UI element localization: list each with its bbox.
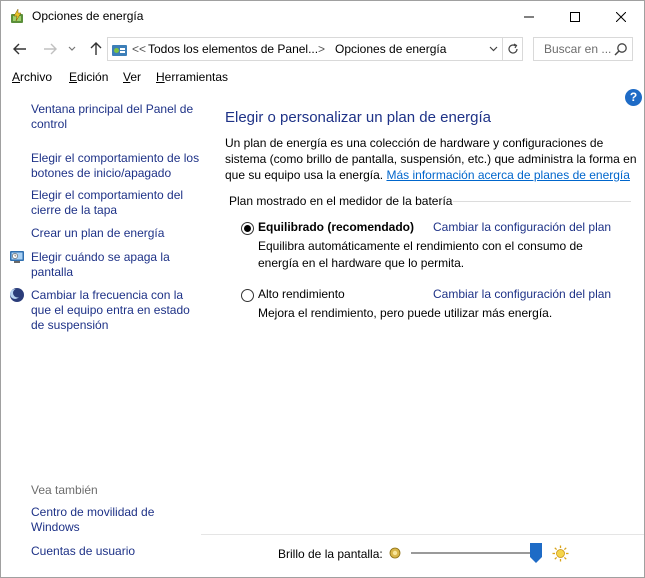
breadcrumb-power-options[interactable]: Opciones de energía	[335, 42, 447, 56]
plan-high-performance-description: Mejora el rendimiento, pero puede utilizar más energía.	[258, 306, 553, 320]
breadcrumb-overflow[interactable]: <<	[132, 42, 147, 56]
brightness-slider[interactable]	[411, 552, 540, 554]
menu-edit-accelerator: E	[69, 70, 78, 84]
menu-tools-accelerator: H	[156, 70, 165, 84]
chevron-down-icon	[489, 46, 498, 52]
breadcrumb-all-control-panel[interactable]: Todos los elementos de Panel...	[148, 42, 319, 56]
plan-balanced-description: Equilibra automáticamente el rendimiento con el consumo de energía en el hardware que lo permita.	[258, 239, 583, 270]
refresh-icon	[507, 43, 519, 55]
brightness-bar	[201, 534, 644, 578]
navigation-bar	[1, 32, 644, 65]
address-dropdown-button[interactable]	[485, 38, 502, 60]
sleep-moon-icon	[9, 287, 25, 303]
group-divider	[453, 201, 631, 202]
refresh-button[interactable]	[503, 37, 523, 61]
more-info-link[interactable]: Más información acerca de planes de energía	[386, 168, 630, 182]
menu-edit-label: dición	[77, 70, 109, 84]
menu-view-label: er	[130, 70, 142, 84]
up-button[interactable]	[85, 38, 107, 60]
menu-view-accelerator: V	[123, 70, 131, 84]
title-bar	[1, 1, 644, 32]
page-description	[225, 135, 640, 183]
arrow-up-icon	[90, 42, 102, 56]
forward-button[interactable]	[39, 38, 61, 60]
plan-balanced-radio[interactable]	[241, 222, 254, 235]
brightness-label: Brillo de la pantalla:	[278, 547, 383, 561]
menu-view[interactable]	[123, 70, 141, 84]
back-button[interactable]	[9, 38, 31, 60]
link-control-panel-home[interactable]: Ventana principal del Panel de control	[31, 102, 194, 131]
plan-balanced-change-link[interactable]: Cambiar la configuración del plan	[433, 220, 612, 234]
page-title: Elegir o personalizar un plan de energía	[225, 109, 492, 126]
maximize-button[interactable]	[552, 1, 598, 32]
display-clock-icon	[9, 249, 25, 265]
link-mobility-center[interactable]: Centro de movilidad de Windows	[31, 505, 155, 534]
menu-tools[interactable]	[156, 70, 228, 84]
address-bar[interactable]	[107, 37, 503, 61]
plan-high-performance-change-link[interactable]: Cambiar la configuración del plan	[433, 287, 612, 301]
window-title: Opciones de energía	[32, 9, 144, 23]
link-power-buttons[interactable]: Elegir el comportamiento de los botones de inicio/apagado	[31, 151, 200, 180]
see-also-heading: Vea también	[31, 483, 98, 497]
power-options-icon	[9, 8, 26, 25]
link-sleep[interactable]: Cambiar la frecuencia con la que el equipo entra en estado de suspensión	[31, 288, 190, 332]
menu-tools-label: erramientas	[164, 70, 229, 84]
recent-locations-button[interactable]	[65, 38, 79, 60]
link-display-off[interactable]: Elegir cuándo se apaga la pantalla	[31, 250, 170, 279]
chevron-down-icon	[68, 46, 76, 52]
help-button[interactable]: ?	[625, 89, 642, 106]
menu-file[interactable]	[12, 70, 52, 84]
menu-bar	[1, 67, 644, 89]
link-create-plan[interactable]: Crear un plan de energía	[31, 226, 165, 240]
menu-file-accelerator: A	[12, 70, 21, 84]
plan-high-performance-name[interactable]: Alto rendimiento	[258, 287, 345, 301]
plan-group-label: Plan mostrado en el medidor de la batería	[229, 194, 453, 208]
link-lid-close[interactable]: Elegir el comportamiento del cierre de la tapa	[31, 188, 184, 217]
description-text: Un plan de energía es una colección de hardware y configuraciones de sistema (como brillo de pantalla, suspensión, etc.) que administra la forma en que su equipo usa la energía.	[225, 136, 637, 182]
plan-high-performance-radio[interactable]	[241, 289, 254, 302]
close-button[interactable]	[598, 1, 644, 32]
plan-balanced-name[interactable]: Equilibrado (recomendado)	[258, 220, 415, 234]
search-placeholder: Buscar en ...	[544, 42, 612, 56]
breadcrumb-separator[interactable]: >	[318, 42, 326, 56]
maximize-icon	[570, 12, 580, 22]
menu-file-label: rchivo	[20, 70, 53, 84]
brightness-low-icon	[389, 547, 401, 559]
close-icon	[616, 12, 626, 22]
search-icon[interactable]	[614, 42, 628, 56]
arrow-left-icon	[13, 43, 27, 55]
arrow-right-icon	[43, 43, 57, 55]
minimize-button[interactable]	[506, 1, 552, 32]
control-panel-icon	[111, 41, 128, 58]
brightness-high-icon	[552, 545, 569, 562]
brightness-slider-thumb[interactable]	[530, 543, 542, 563]
search-box[interactable]	[533, 37, 633, 61]
left-pane	[1, 89, 201, 578]
link-user-accounts[interactable]: Cuentas de usuario	[31, 544, 136, 558]
minimize-icon	[524, 12, 534, 22]
menu-edit[interactable]	[69, 70, 108, 84]
brightness-slider-fill	[411, 552, 540, 554]
